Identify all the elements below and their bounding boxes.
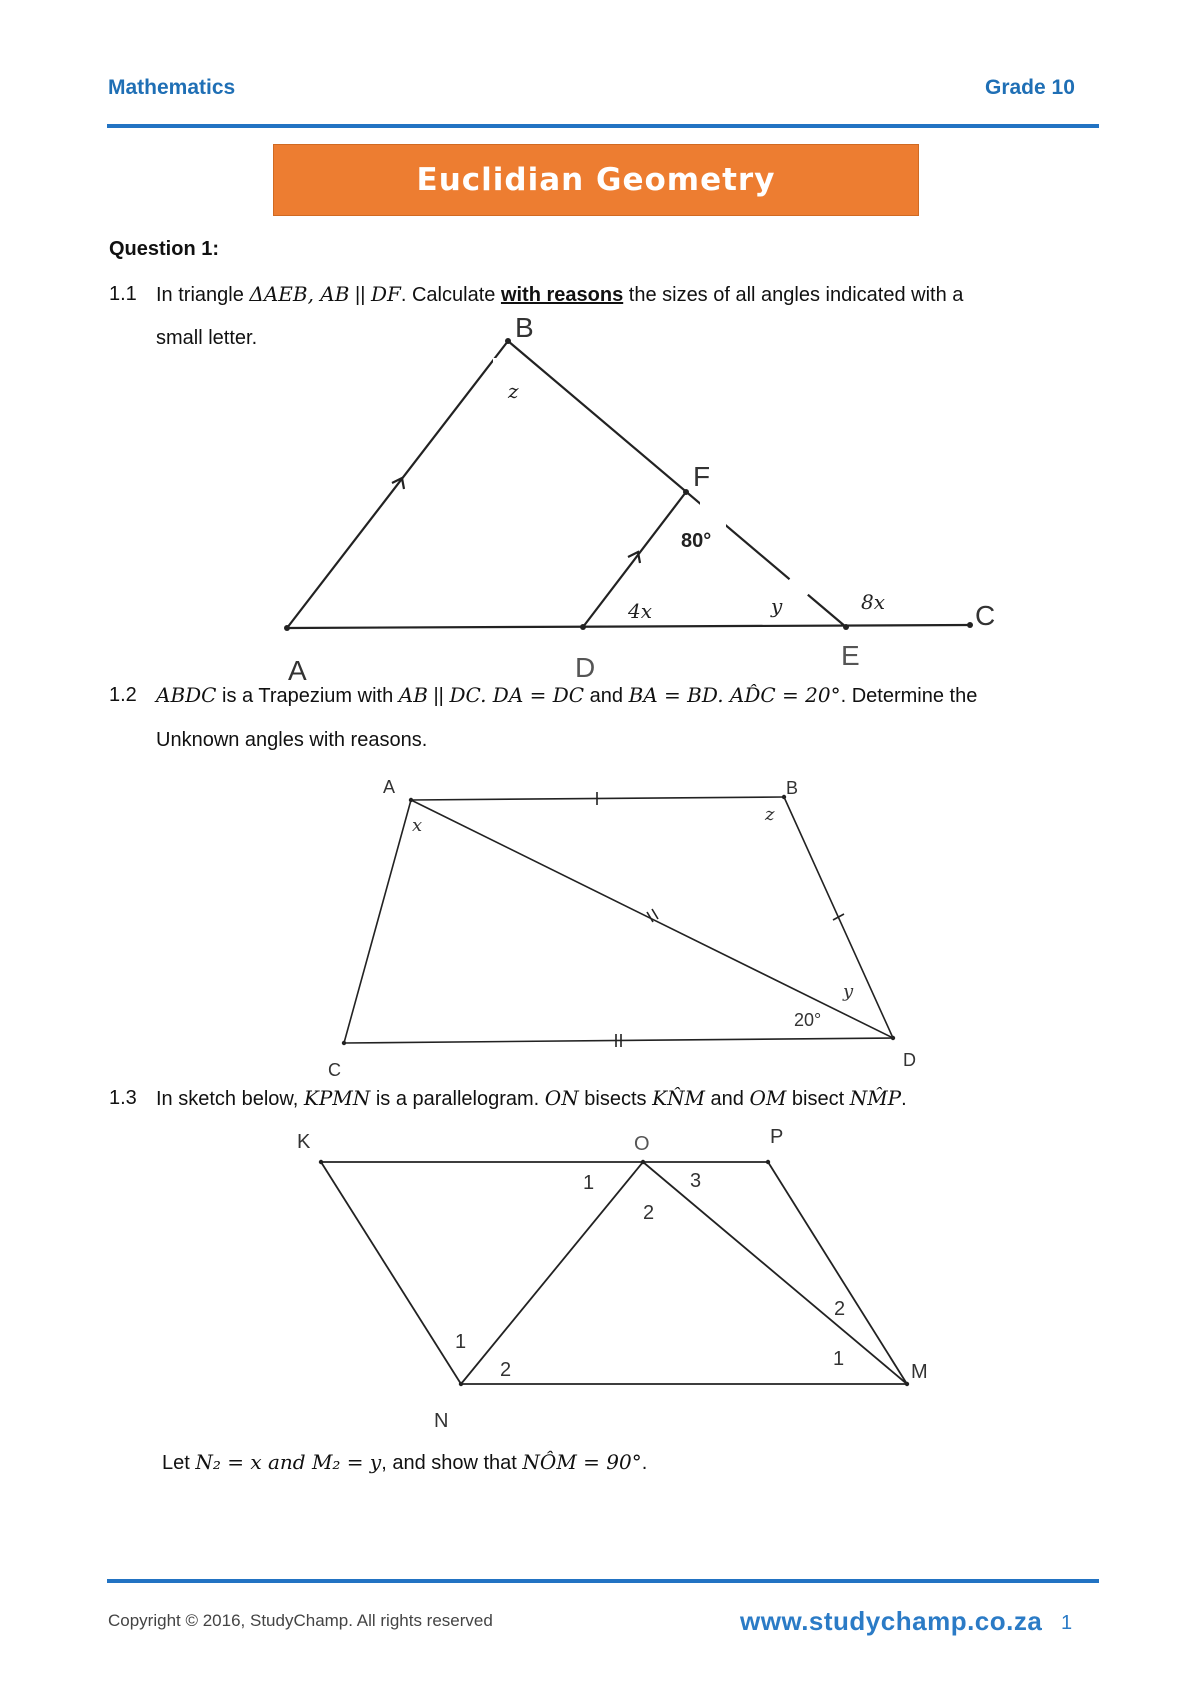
- fig3-angle-n1: 1: [455, 1331, 467, 1353]
- fig2-label-a: A: [383, 777, 396, 797]
- q1-2-m2: AB: [398, 683, 428, 707]
- fig1-label-d: D: [575, 652, 596, 683]
- fig1-label-b: B: [515, 312, 534, 343]
- segment-on: [461, 1162, 643, 1384]
- q1-1-t3: . Calculate: [400, 284, 501, 306]
- page-number: 1: [1061, 1612, 1073, 1634]
- fig2-angle-20: 20°: [794, 1010, 822, 1030]
- q1-2-line2: Unknown angles with reasons.: [156, 729, 428, 751]
- q1-1-t4: the sizes of all angles indicated with a: [623, 284, 964, 306]
- q1-3-let-line: [162, 1447, 1062, 1478]
- fig3-label-p: P: [770, 1126, 784, 1148]
- fig2-angle-z: z: [765, 804, 775, 825]
- fig1-angle-80: 80°: [681, 530, 712, 552]
- let-t1: Let: [162, 1452, 196, 1474]
- fig1-label-e: E: [841, 640, 860, 671]
- fig3-angle-n2: 2: [500, 1359, 512, 1381]
- fig3-angle-o2: 2: [643, 1202, 655, 1224]
- q1-3-t2: is a parallelogram.: [370, 1088, 545, 1110]
- fig1-label-c: C: [975, 600, 996, 631]
- fig3-angle-o3: 3: [690, 1170, 702, 1192]
- q1-2-m1: ABDC: [156, 683, 217, 707]
- fig2-label-b: B: [786, 778, 799, 798]
- q1-1-t2: ||: [349, 284, 371, 306]
- q1-3-m5: NM̂P: [849, 1086, 902, 1110]
- let-t3: .: [641, 1452, 648, 1474]
- fig1-angle-4x: 4x: [628, 599, 653, 623]
- fig1-angle-8x: 8x: [861, 590, 886, 614]
- page-title: Euclidian Geometry: [416, 162, 776, 198]
- fig1-angle-z: z: [508, 379, 519, 403]
- q1-3-t6: .: [901, 1088, 907, 1110]
- q1-1-t1: In triangle: [156, 284, 250, 306]
- fig2-label-d: D: [903, 1050, 916, 1070]
- q1-1-number: 1.1: [109, 283, 137, 305]
- fig3-label-m: M: [911, 1361, 928, 1383]
- q1-2-m3: DC. DA = DC: [449, 683, 585, 707]
- question-title: Question 1:: [109, 238, 220, 260]
- fig3-angle-o1: 1: [583, 1172, 595, 1194]
- q1-2-t4: . Determine the: [840, 685, 978, 707]
- fig1-label-f: F: [693, 461, 711, 492]
- fig2-label-c: C: [328, 1060, 341, 1080]
- fig1-label-a: A: [288, 655, 307, 686]
- q1-2-number: 1.2: [109, 684, 137, 706]
- q1-3-t1: In sketch below,: [156, 1088, 304, 1110]
- q1-3-number: 1.3: [109, 1087, 137, 1109]
- fig3-label-o: O: [634, 1133, 650, 1155]
- fig3-angle-m2: 2: [834, 1298, 846, 1320]
- q1-3-m1: KPMN: [303, 1086, 371, 1110]
- q1-1-line2: small letter.: [156, 327, 258, 349]
- fig3-angle-m1: 1: [833, 1348, 845, 1370]
- segment-nk: [321, 1162, 461, 1384]
- q1-3-t3: bisects: [578, 1088, 653, 1110]
- grade-label: Grade 10: [985, 76, 1075, 99]
- fig3-label-n: N: [434, 1410, 449, 1432]
- copyright-text: Copyright © 2016, StudyChamp. All rights reserved: [108, 1611, 493, 1630]
- let-m2: NÔM = 90°: [522, 1450, 642, 1474]
- let-t2: , and show that: [381, 1452, 523, 1474]
- website-link[interactable]: www.studychamp.co.za: [740, 1606, 1043, 1636]
- q1-2-m4: BA = BD. AD̂C = 20°: [628, 683, 841, 707]
- q1-3-t4: and: [704, 1088, 750, 1110]
- let-m1: N₂ = x and M₂ = y: [195, 1450, 382, 1474]
- q1-1-m2: DF: [370, 282, 401, 306]
- q1-2-t2: ||: [427, 685, 450, 707]
- q1-1-emphasis: with reasons: [500, 284, 624, 306]
- subject-label: Mathematics: [108, 76, 236, 99]
- q1-3-m3: KN̂M: [652, 1086, 705, 1110]
- q1-3-m4: OM: [749, 1086, 787, 1110]
- q1-3-m2: ON: [544, 1086, 579, 1110]
- fig2-angle-x: x: [412, 815, 423, 836]
- fig1-angle-y: y: [771, 594, 783, 618]
- q1-1-m1: ΔAEB, AB: [249, 282, 350, 306]
- q1-2-t3: and: [584, 685, 629, 707]
- q1-2-t1: is a Trapezium with: [216, 685, 399, 707]
- fig3-label-k: K: [297, 1131, 311, 1153]
- fig2-angle-y: y: [843, 981, 854, 1002]
- q1-3-t5: bisect: [786, 1088, 850, 1110]
- segment-om: [643, 1162, 907, 1384]
- footer-rule: [107, 1579, 1099, 1583]
